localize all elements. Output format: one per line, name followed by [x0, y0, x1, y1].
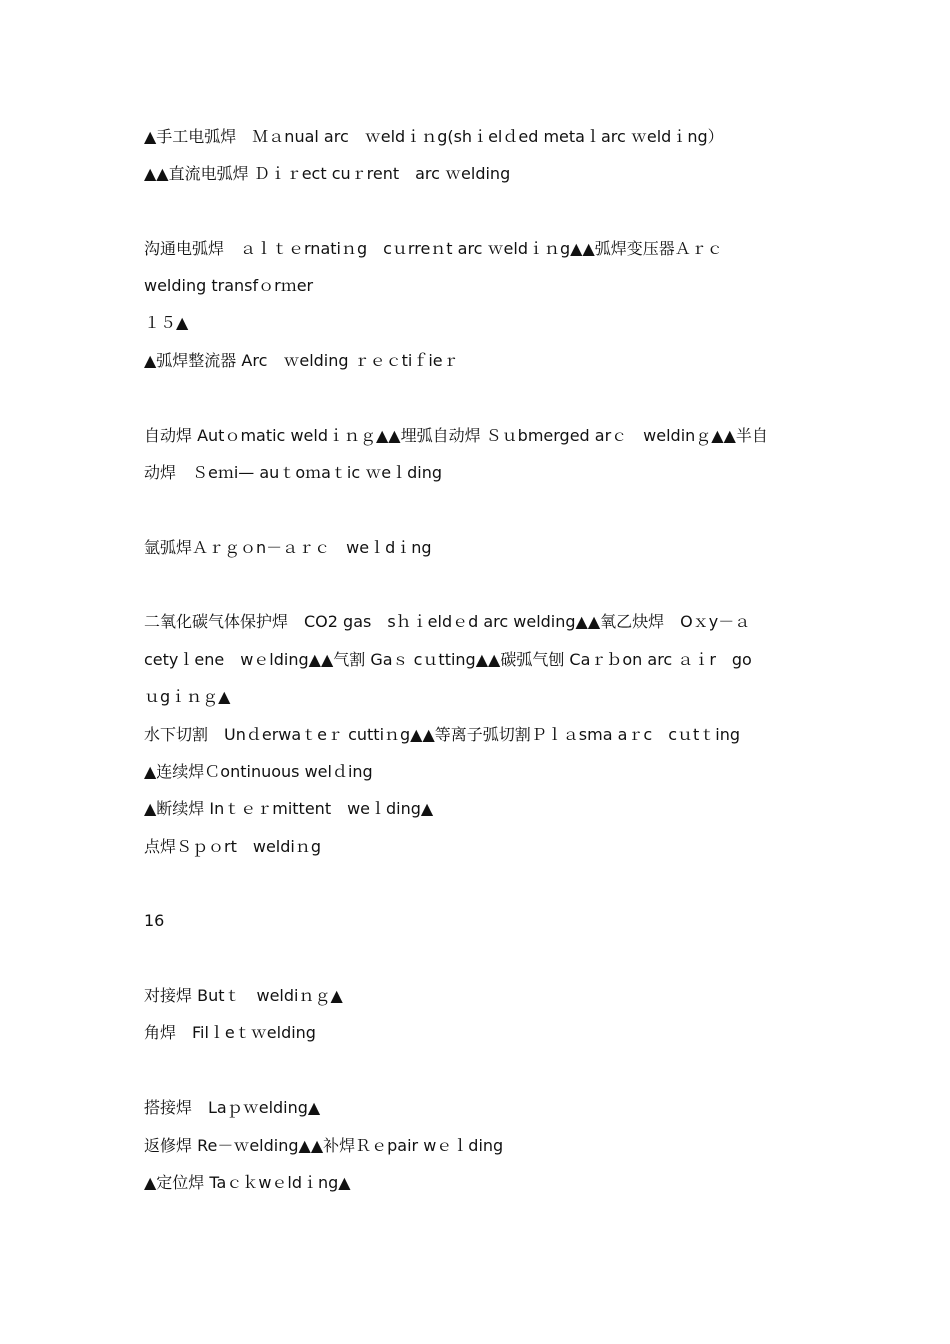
text-line: 返修焊 Re－ｗelding▲▲补焊Ｒｅpair wｅｌding — [144, 1136, 504, 1155]
text-line: ▲连续焊Ｃontinuous welｄing — [144, 762, 373, 781]
text-line: ▲定位焊 Taｃｋwｅldｉng▲ — [144, 1173, 351, 1192]
page-number: 16 — [144, 911, 165, 930]
text-line: welding transfｏrｍer — [144, 276, 314, 295]
text-line: 动焊 Ｓeｍi— auｔoｍaｔic ｗeｌding — [144, 463, 442, 482]
text-line: ｕgｉｎｇ▲ — [144, 687, 231, 706]
text-line: ▲▲直流电弧焊 Ｄｉｒect cuｒrent arc ｗelding — [144, 164, 511, 183]
text-line: 沟通电弧焊 ａｌｔｅrnatiｎg cｕrreｎt arc ｗeldｉｎg▲▲弧焊变压器Ａｒｃ — [144, 239, 723, 258]
text-line: ▲手工电弧焊 Ｍａnual arc ｗeldｉｎg(shｉelｄed metaｌarc ｗeldｉng） — [144, 127, 724, 146]
text-line: 氩弧焊Ａｒｇｏn－ａｒｃ weｌdｉng — [144, 538, 432, 557]
text-line: 自动焊 Autｏmatic weldｉｎｇ▲▲埋弧自动焊 Ｓｕbmerged arｃ weldinｇ▲▲半自 — [144, 426, 768, 445]
text-line: ▲断续焊 Inｔｅｒmittent weｌding▲ — [144, 799, 434, 818]
text-line: 二氧化碳气体保护焊 CO2 gas sｈｉeldｅd arc welding▲▲氧乙炔焊 Oｘy－ａ — [144, 612, 751, 631]
text-line: 水下切割 Unｄerwaｔeｒ cuttiｎg▲▲等离子弧切割Ｐｌａsma aｒc cｕtｔing — [144, 725, 741, 744]
page-number: １５▲ — [144, 313, 189, 332]
text-line: 对接焊 Butｔ weldiｎｇ▲ — [144, 986, 343, 1005]
text-line: cetyｌene wｅlding▲▲气割 Gaｓ cｕtting▲▲碳弧气刨 Caｒｂon arc ａｉr go — [144, 650, 752, 669]
text-line: 搭接焊 Laｐｗelding▲ — [144, 1098, 321, 1117]
text-line: ▲弧焊整流器 Arc ｗelding ｒｅｃtiｆieｒ — [144, 351, 459, 370]
text-line: 点焊Ｓｐｏrt weldiｎg — [144, 837, 321, 856]
text-line: 角焊 Filｌeｔｗelding — [144, 1023, 316, 1042]
